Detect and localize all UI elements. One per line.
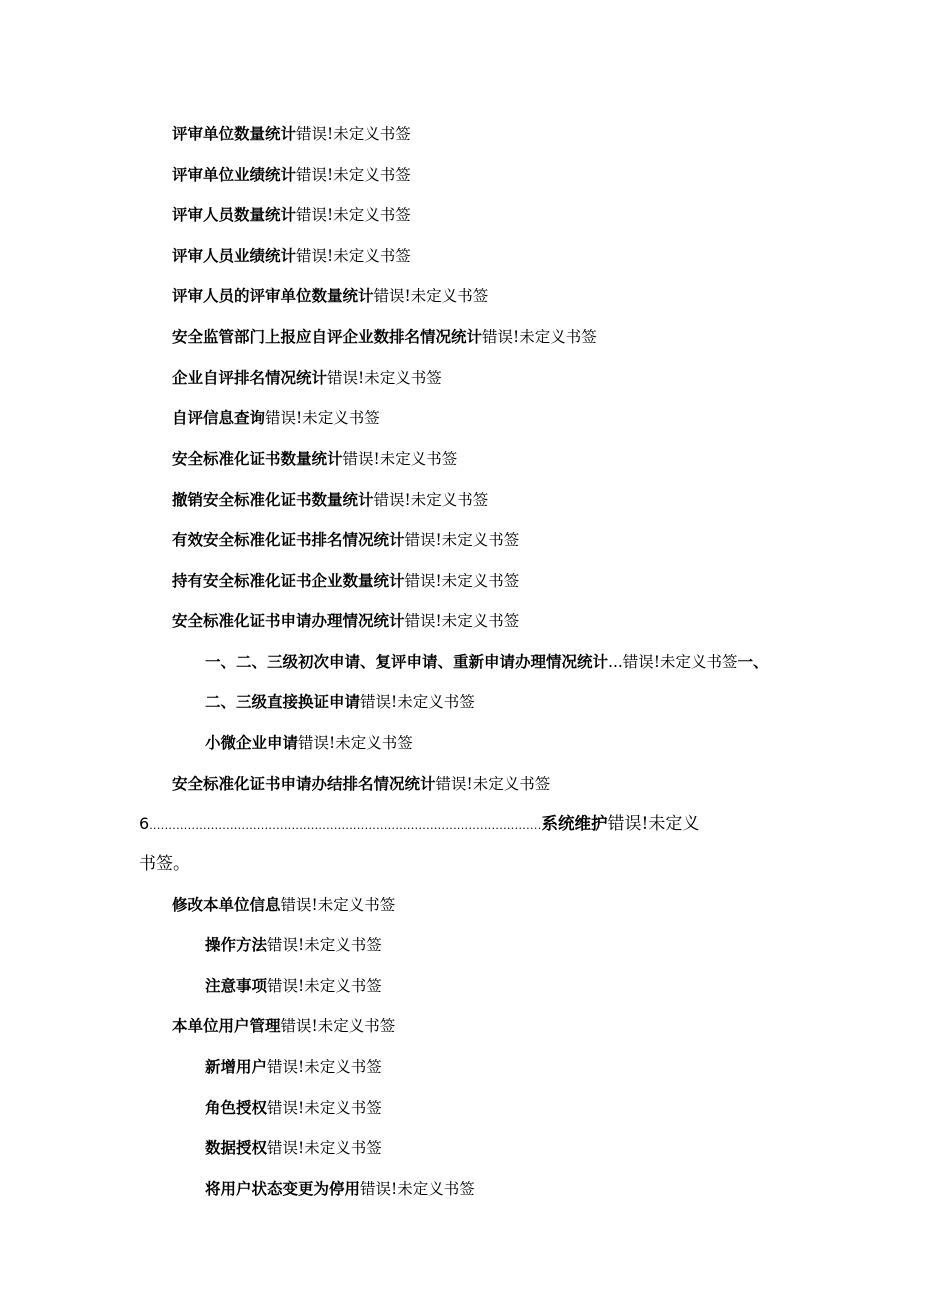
toc-entry[interactable] — [172, 285, 488, 307]
toc-entry-title: 修改本单位信息 — [172, 896, 281, 914]
toc-entry[interactable] — [172, 164, 411, 186]
toc-entry-error: 错误!未定义书签 — [296, 247, 411, 265]
toc-entry-error: 错误!未定义书签 — [267, 977, 382, 995]
toc-entry-error: 错误!未定义书签 — [280, 1017, 396, 1035]
toc-entry-error: 书签。 — [139, 854, 190, 874]
toc-entry[interactable] — [172, 123, 411, 145]
toc-entry-title: 有效安全标准化证书排名情况统计 — [172, 531, 405, 549]
toc-entry[interactable] — [172, 1015, 395, 1037]
toc-entry[interactable] — [205, 1137, 382, 1159]
toc-chapter-number: 6 — [139, 814, 150, 833]
toc-entry-error: 错误!未定义书签 — [327, 369, 442, 387]
toc-entry[interactable] — [205, 691, 475, 713]
toc-entry-title: 撤销安全标准化证书数量统计 — [172, 491, 374, 509]
toc-entry-error: 错误!未定义书签 — [360, 1180, 475, 1198]
toc-entry-error: 错误!未定义书签 — [404, 612, 520, 630]
toc-entry[interactable] — [172, 245, 411, 267]
toc-entry-title: 持有安全标准化证书企业数量统计 — [172, 572, 405, 590]
toc-entry-error: 错误!未定义 — [607, 814, 700, 834]
toc-entry-title: 注意事项 — [205, 977, 268, 995]
toc-entry-title: 小微企业申请 — [205, 734, 299, 752]
toc-entry-title: 二、三级直接换证申请 — [205, 693, 361, 711]
toc-entry-error: 错误!未定义书签 — [280, 896, 396, 914]
toc-entry[interactable] — [172, 204, 411, 226]
toc-entry-title: 本单位用户管理 — [172, 1017, 281, 1035]
toc-entry[interactable] — [205, 1097, 382, 1119]
toc-entry-error: 错误!未定义书签 — [296, 125, 411, 143]
toc-entry[interactable] — [172, 529, 519, 551]
toc-entry-error: 错误!未定义书签 — [267, 936, 382, 954]
toc-entry-tail: 一、 — [737, 653, 769, 671]
toc-entry-title: 安全标准化证书申请办理情况统计 — [172, 612, 405, 630]
toc-entry-title: 评审人员数量统计 — [172, 206, 297, 224]
toc-entry[interactable] — [205, 1056, 382, 1078]
toc-entry-title: 角色授权 — [205, 1099, 268, 1117]
toc-entry-error: 错误!未定义书签 — [404, 572, 520, 590]
toc-entry[interactable] — [172, 773, 550, 795]
toc-entry[interactable] — [172, 570, 519, 592]
toc-entry-title: 评审人员业绩统计 — [172, 247, 297, 265]
toc-entry-error: 错误!未定义书签 — [342, 450, 458, 468]
toc-entry-title: 企业自评排名情况统计 — [172, 369, 328, 387]
toc-entry-error: 错误!未定义书签 — [373, 287, 489, 305]
toc-entry-leader: ... — [608, 653, 623, 671]
toc-entry-error: 错误!未定义书签 — [267, 1099, 382, 1117]
toc-entry[interactable] — [205, 1178, 475, 1200]
toc-entry-title: 操作方法 — [205, 936, 268, 954]
toc-entry[interactable] — [172, 448, 457, 470]
toc-entry-title: 评审人员的评审单位数量统计 — [172, 287, 374, 305]
toc-entry[interactable] — [172, 489, 488, 511]
toc-entry-title: 一、二、三级初次申请、复评申请、重新申请办理情况统计 — [205, 653, 609, 671]
toc-entry[interactable] — [172, 894, 395, 916]
toc-entry-error: 错误!未定义书签 — [622, 653, 738, 671]
toc-entry-title: 系统维护 — [541, 814, 608, 833]
toc-entry-title: 安全标准化证书申请办结排名情况统计 — [172, 775, 436, 793]
toc-chapter-entry-continuation — [139, 853, 190, 875]
toc-entry-error: 错误!未定义书签 — [298, 734, 413, 752]
toc-entry[interactable] — [205, 975, 382, 997]
toc-entry[interactable] — [172, 326, 597, 348]
toc-entry-title: 评审单位数量统计 — [172, 125, 297, 143]
toc-entry-error: 错误!未定义书签 — [435, 775, 551, 793]
toc-entry[interactable] — [172, 367, 442, 389]
toc-entry-error: 错误!未定义书签 — [404, 531, 520, 549]
toc-entry-title: 数据授权 — [205, 1139, 268, 1157]
toc-entry-title: 新增用户 — [205, 1058, 268, 1076]
toc-entry[interactable] — [205, 651, 769, 673]
toc-entry-title: 安全监管部门上报应自评企业数排名情况统计 — [172, 328, 483, 346]
toc-entry-error: 错误!未定义书签 — [267, 1139, 382, 1157]
toc-entry-error: 错误!未定义书签 — [360, 693, 475, 711]
toc-entry-error: 错误!未定义书签 — [296, 206, 411, 224]
toc-entry-error: 错误!未定义书签 — [373, 491, 489, 509]
toc-entry-error: 错误!未定义书签 — [265, 409, 380, 427]
toc-entry-title: 评审单位业绩统计 — [172, 166, 297, 184]
toc-entry[interactable] — [172, 407, 380, 429]
toc-entry-title: 安全标准化证书数量统计 — [172, 450, 343, 468]
toc-entry-error: 错误!未定义书签 — [267, 1058, 382, 1076]
toc-entry-error: 错误!未定义书签 — [482, 328, 597, 346]
toc-entry-error: 错误!未定义书签 — [296, 166, 411, 184]
toc-entry[interactable] — [205, 732, 413, 754]
toc-entry[interactable] — [172, 610, 519, 632]
toc-entry-title: 自评信息查询 — [172, 409, 266, 427]
toc-chapter-entry[interactable] — [139, 813, 699, 837]
toc-entry[interactable] — [205, 934, 382, 956]
toc-entry-title: 将用户状态变更为停用 — [205, 1180, 361, 1198]
toc-entry-leader: ...................................................................................................... — [149, 819, 542, 832]
